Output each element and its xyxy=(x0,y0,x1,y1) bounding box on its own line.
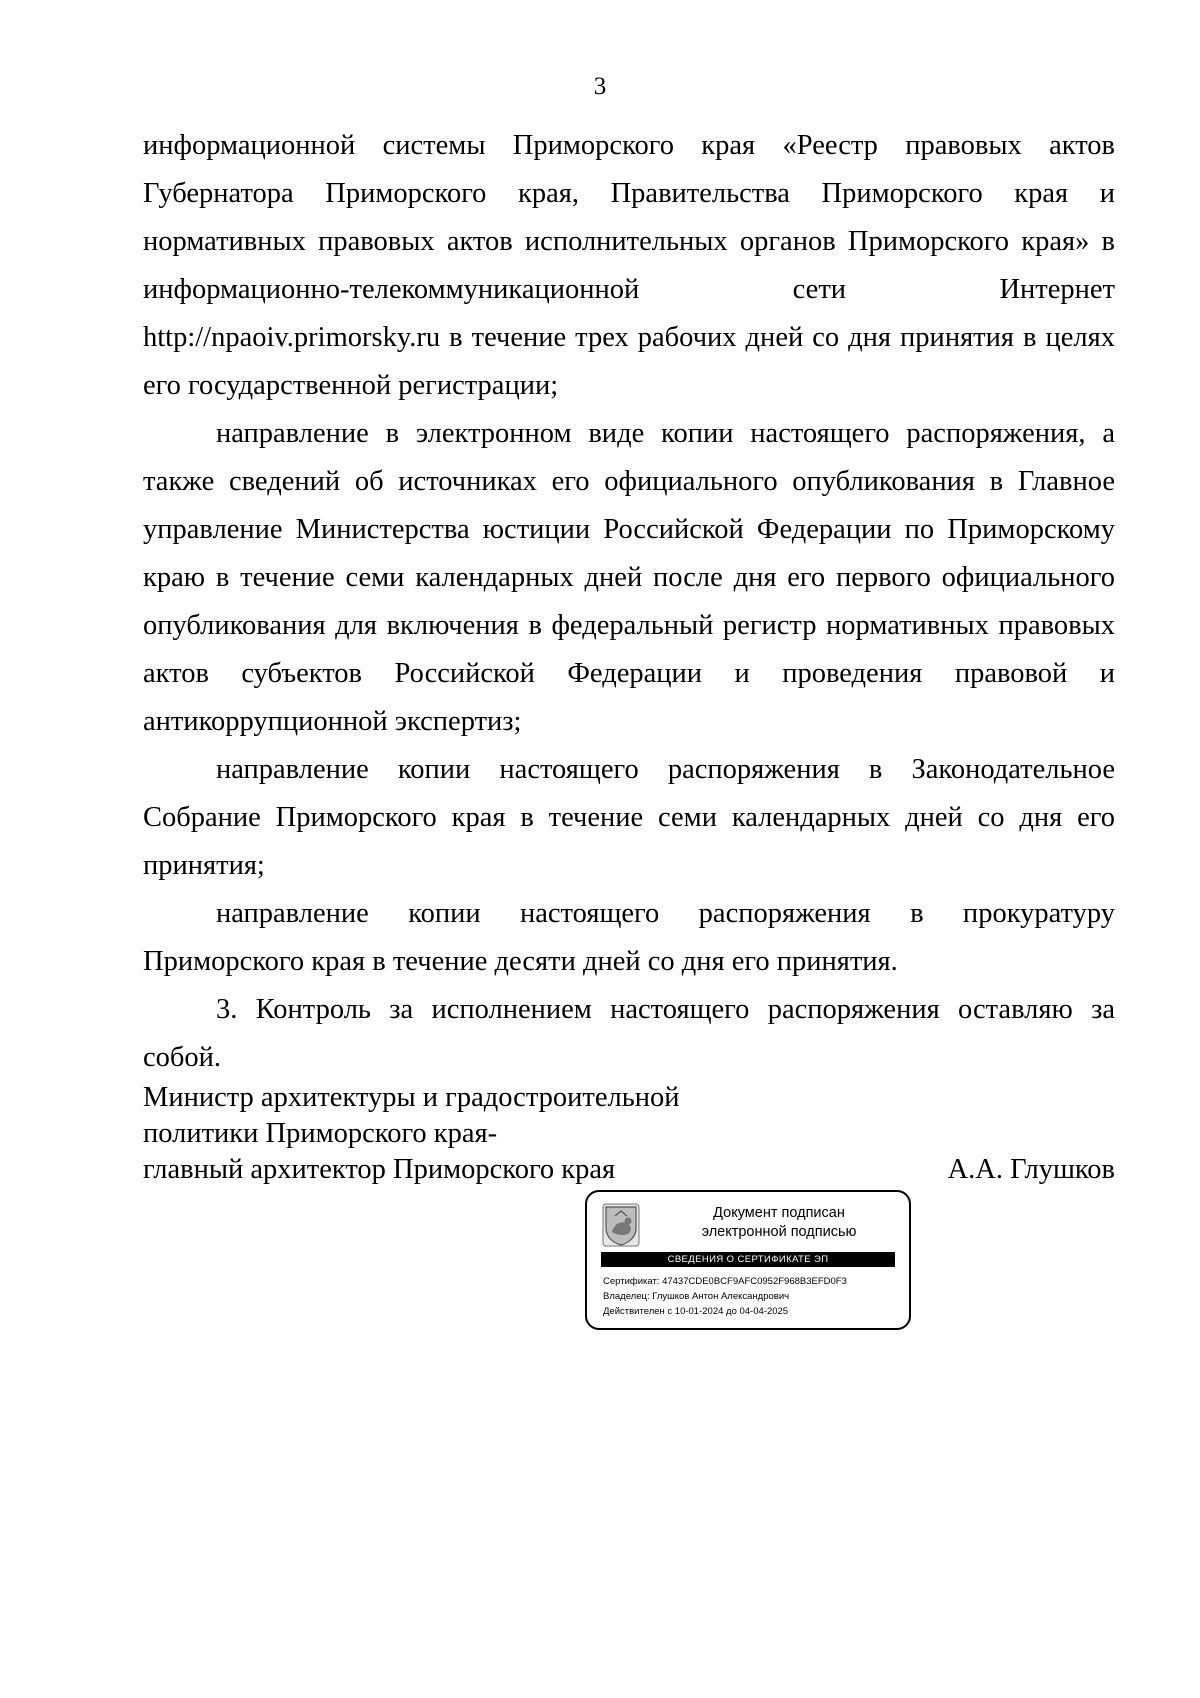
signatory-title-line: главный архитектор Приморского края xyxy=(143,1154,616,1185)
stamp-heading xyxy=(657,1204,901,1242)
signature-block xyxy=(143,1080,1115,1188)
paragraph-registry-continuation xyxy=(143,122,1115,410)
text-line: http://npaoiv.primorsky.ru в течение трех рабочих дней со дня принятия в целях xyxy=(143,322,1115,353)
document-body xyxy=(143,122,1115,1082)
signatory-name: А.А. Глушков xyxy=(947,1154,1115,1185)
certificate-details xyxy=(603,1274,901,1319)
stamp-heading-line: Документ подписан xyxy=(713,1205,845,1221)
paragraph-ministry-of-justice: направление в электронном виде копии настоящего распоряжения, а также сведений об источниках его официального опубликования в Главное управление Министерства юстиции Российской Федерации по Приморскому краю в течение семи календарных дней после дня его первого официального опубликования для включения в федеральный регистр нормативных правовых актов субъектов Российской Федерации и проведения правовой и антикоррупционной экспертиз; xyxy=(143,418,1115,737)
text-line: Губернатора Приморского края, Правительства Приморского края и xyxy=(143,178,1115,209)
certificate-number: Сертификат: 47437CDE0BCF9AFC0952F968B3EFD0F3 xyxy=(603,1276,847,1287)
certificate-info-bar: СВЕДЕНИЯ О СЕРТИФИКАТЕ ЭП xyxy=(601,1252,895,1267)
text-line: его государственной регистрации; xyxy=(143,370,559,401)
paragraph-legislative-assembly: направление копии настоящего распоряжения в Законодательное Собрание Приморского края в течение семи календарных дней со дня его принятия; xyxy=(143,754,1115,881)
page-number: 3 xyxy=(593,73,607,100)
signatory-title-line: Министр архитектуры и градостроительной xyxy=(143,1082,680,1113)
signatory-title-line: политики Приморского края- xyxy=(143,1118,498,1149)
paragraph-control: 3. Контроль за исполнением настоящего распоряжения оставляю за собой. xyxy=(143,994,1115,1073)
stamp-heading-line: электронной подписью xyxy=(701,1224,857,1240)
text-line: информационно-телекоммуникационной сети Интернет xyxy=(143,274,1115,305)
text-line: информационной системы Приморского края «Реестр правовых актов xyxy=(143,130,1115,161)
electronic-signature-stamp xyxy=(585,1190,911,1330)
certificate-owner: Владелец: Глушков Антон Александрович xyxy=(603,1291,790,1302)
paragraph-prosecutor: направление копии настоящего распоряжения в прокуратуру Приморского края в течение десяти дней со дня его принятия. xyxy=(143,898,1115,977)
text-line: нормативных правовых актов исполнительных органов Приморского края» в xyxy=(143,226,1115,257)
primorsky-coat-of-arms-icon xyxy=(601,1202,641,1248)
certificate-validity: Действителен с 10-01-2024 до 04-04-2025 xyxy=(603,1306,789,1317)
